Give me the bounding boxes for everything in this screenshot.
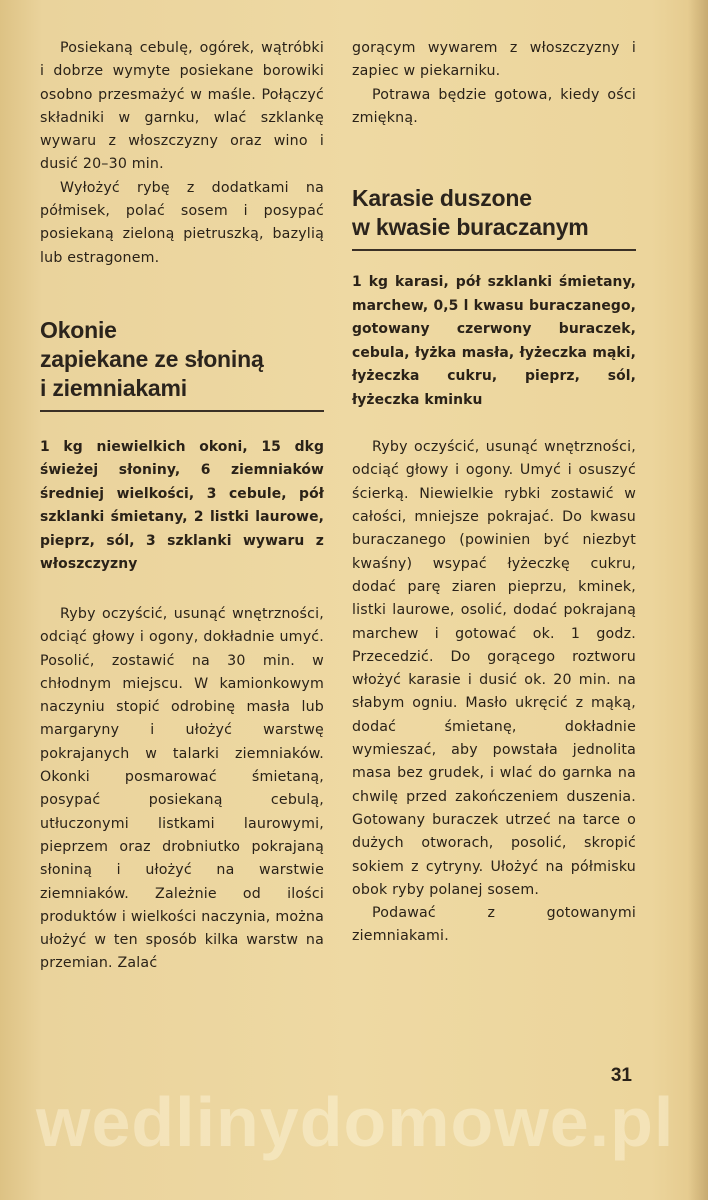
right-column (352, 0, 636, 949)
recipe-title-line: Okonie (40, 316, 117, 343)
left-column (40, 0, 324, 976)
watermark-logo: wedlinydomowe.pl (36, 1083, 675, 1161)
instructions-paragraph: Ryby oczyścić, usunąć wnętrzności, odciąć głowy i ogony, dokładnie umyć. Posolić, zostawić na 30 min. w chłodnym miejscu. W kamionkowym naczyniu stopić odrobinę masła lub margaryny i ułożyć warstwę pokrajanych w talarki ziemniaków. Okonki posmarować śmietaną, posypać posiekaną cebulą, utłuczonymi listkami laurowymi, pieprzem oraz drobniutko pokrajaną słoniną i ułożyć na warstwie ziemniaków. Zależnie od ilości produktów i wielkości naczynia, można ułożyć w ten sposób kilka warstw na przemian. Zalać (40, 605, 324, 972)
page-number: 31 (610, 1065, 632, 1086)
recipe-title-okonie (40, 316, 324, 403)
serving-paragraph: Podawać z gotowanymi ziemniakami. (352, 905, 636, 945)
recipe-title-karasie (352, 184, 636, 242)
ingredients-list: 1 kg niewielkich okoni, 15 dkg świeżej słoniny, 6 ziemniaków średniej wielkości, 3 cebule, pół szklanki śmietany, 2 listki laurowe, pieprz, sól, 3 szklanki wywaru z włoszczyzny (40, 438, 324, 573)
serving-paragraph: Wyłożyć rybę z dodatkami na półmisek, polać sosem i posypać posiekaną zieloną pietruszką, bazylią lub estragonem. (40, 179, 324, 266)
page-edge-shadow (688, 0, 708, 1200)
ingredients-list: 1 kg karasi, pół szklanki śmietany, marchew, 0,5 l kwasu buraczanego, gotowany czerwony buraczek, cebula, łyżka masła, łyżeczka mąki, łyżeczka cukru, pieprz, sól, łyżeczka kminku (352, 274, 636, 408)
title-divider (352, 249, 636, 251)
title-divider (40, 410, 324, 412)
recipe-title-line: w kwasie buraczanym (352, 214, 589, 241)
recipe-title-line: Karasie duszone (352, 185, 532, 212)
instructions-paragraph: Ryby oczyścić, usunąć wnętrzności, odciąć głowy i ogony. Umyć i osuszyć ścierką. Niewielkie rybki zostawić w całości, mniejsze pokrajać. Do kwasu buraczanego (powinien być niezbyt kwaśny) wsypać łyżeczkę cukru, dodać parę ziaren pieprzu, kminek, listki laurowe, osolić, dodać pokrajaną marchew i gotować ok. 1 godz. Przecedzić. Do gorącego roztworu włożyć karasie i dusić ok. 20 min. na słabym ogniu. Masło ukręcić z mąką, dodać śmietanę, dokładnie wymieszać, aby powstała jednolita masa bez grudek, i wlać do garnka na chwilę przed zakończeniem duszenia. Gotowany buraczek utrzeć na tarce o dużych otworach, posolić, skropić sokiem z cytryny. Ułożyć na półmisku obok ryby polanej sosem. (352, 439, 636, 898)
recipe-title-line: i ziemniakami (40, 374, 187, 401)
recipe-title-line: zapiekane ze słoniną (40, 345, 264, 372)
continuation-paragraph: gorącym wywarem z włoszczyzny i zapiec w piekarniku. (352, 40, 636, 80)
intro-paragraph: Posiekaną cebulę, ogórek, wątróbki i dobrze wymyte posiekane borowiki osobno przesmażyć w maśle. Połączyć składniki w garnku, wlać szklankę wywaru z włoszczyzny oraz wino i dusić 20–30 min. (40, 40, 324, 173)
ready-paragraph: Potrawa będzie gotowa, kiedy ości zmiękną. (352, 86, 636, 126)
